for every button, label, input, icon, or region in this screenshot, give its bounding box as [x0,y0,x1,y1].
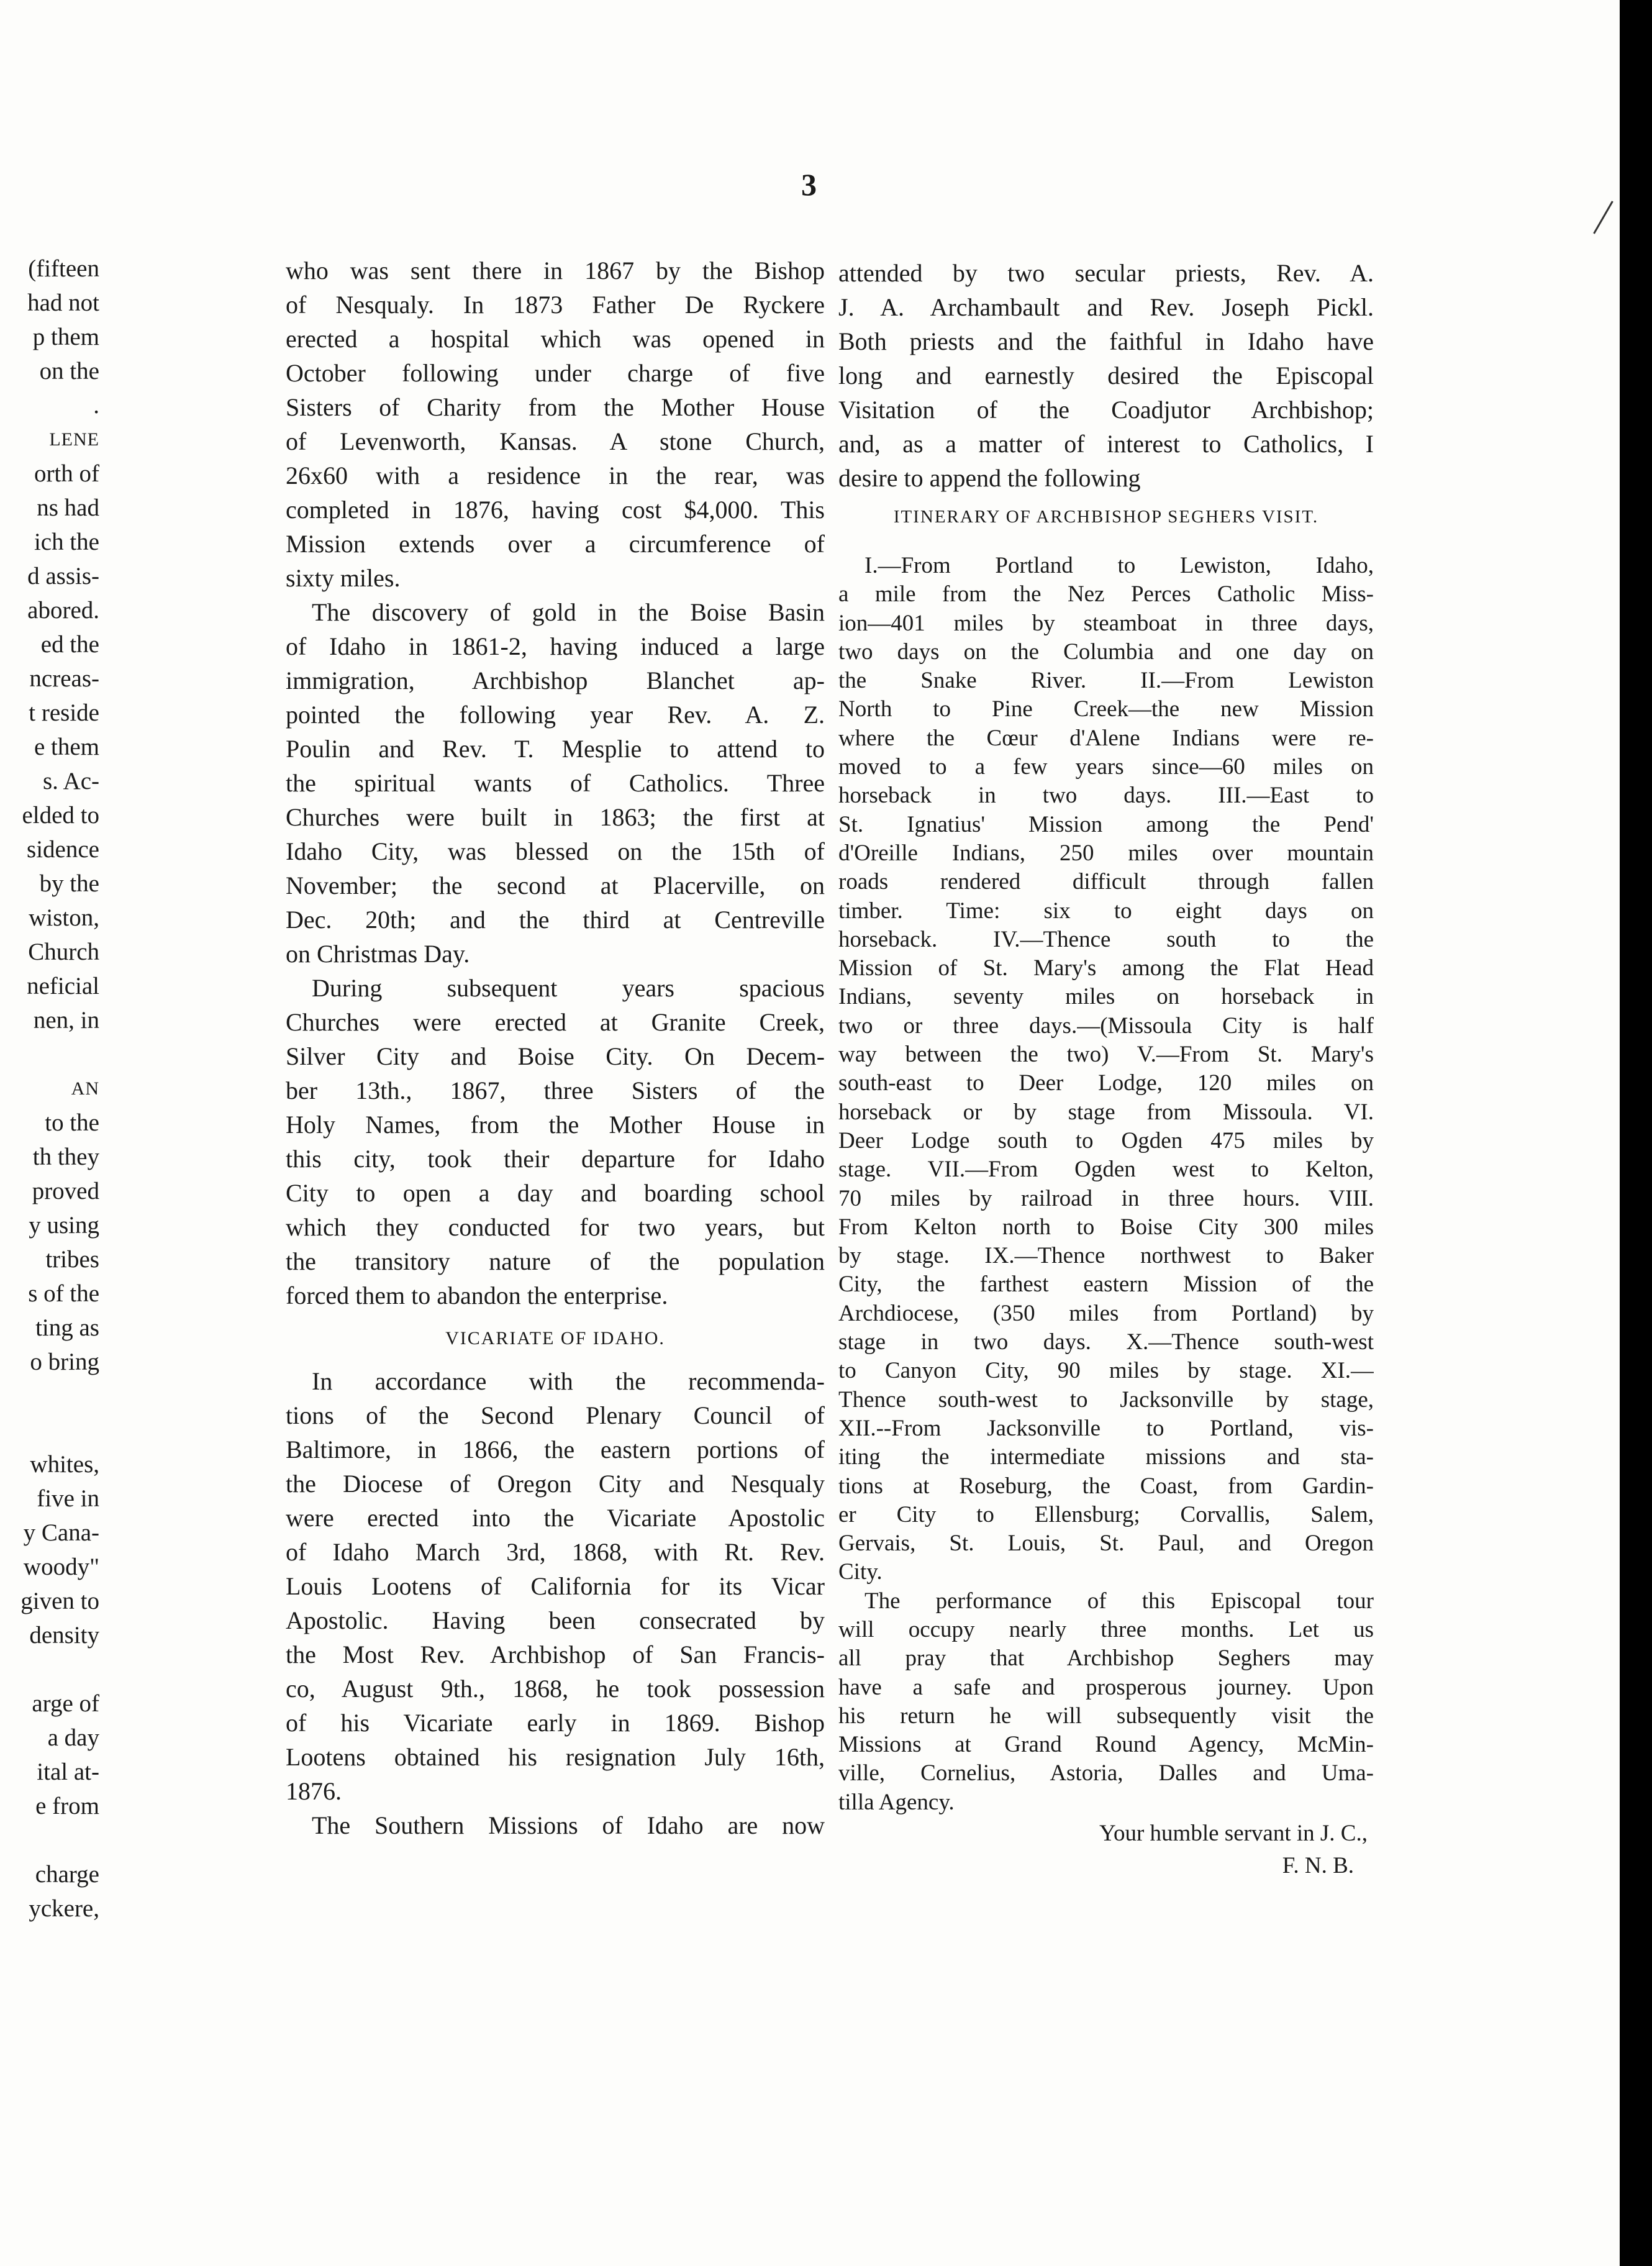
paragraph-line: Visitation of the Coadjutor Archbishop; [838,396,1374,424]
fragment-line [0,1652,99,1686]
paragraph-line: immigration, Archbishop Blanchet ap- [286,667,825,694]
fragment-line: had not [27,289,99,316]
paragraph-line: which they conducted for two years, but [286,1213,825,1241]
paragraph-line: Idaho City, was blessed on the 15th of [286,837,825,865]
paragraph-line: the transitory nature of the population [286,1247,825,1275]
paragraph-line: and, as a matter of interest to Catholics, I [838,430,1374,458]
itinerary-line: roads rendered difficult through fallen [838,869,1374,895]
itinerary-line: d'Oreille Indians, 250 miles over mountain [838,840,1374,866]
fragment-line: sidence [27,836,99,863]
fragment-line: yckere, [29,1895,99,1922]
itinerary-line: tions at Roseburg, the Coast, from Gardin- [838,1473,1374,1499]
section-heading: VICARIATE OF IDAHO. [445,1328,665,1349]
paragraph-line: co, August 9th., 1868, he took possession [286,1675,825,1703]
paragraph-line: tilla Agency. [838,1789,955,1815]
paragraph-line: 26x60 with a residence in the rear, was [286,462,825,489]
fragment-line: . [93,392,99,419]
itinerary-line: moved to a few years since—60 miles on [838,754,1374,780]
fragment-line: ncreas- [29,665,99,692]
paragraph-line: the Most Rev. Archbishop of San Francis- [286,1640,825,1668]
fragment-line [0,1379,99,1413]
paragraph-line: Dec. 20th; and the third at Centreville [286,906,825,934]
itinerary-line: stage in two days. X.—Thence south-west [838,1329,1374,1355]
fragment-line: by the [39,870,99,897]
paragraph-line: ber 13th., 1867, three Sisters of the [286,1076,825,1104]
signature-initials: F. N. B. [1282,1853,1354,1879]
fragment-line: whites, [30,1451,99,1478]
paragraph-line: November; the second at Placerville, on [286,871,825,899]
paragraph-line: Mission extends over a circumference of [286,530,825,558]
fragment-line: wiston, [29,904,99,931]
fragment-line: ital at- [37,1759,99,1785]
itinerary-line: 70 miles by railroad in three hours. VIII. [838,1185,1374,1211]
paragraph-line: were erected into the Vicariate Apostolic [286,1504,825,1532]
fragment-line: abored. [27,597,99,624]
paragraph-line: Poulin and Rev. T. Mesplie to attend to [286,735,825,763]
itinerary-line: timber. Time: six to eight days on [838,898,1374,924]
paragraph-line: In accordance with the recommenda- [312,1367,825,1395]
paragraph-line: all pray that Archbishop Seghers may [838,1645,1374,1672]
fragment-line [0,1413,99,1447]
paragraph-line: of Levenworth, Kansas. A stone Church, [286,427,825,455]
fragment-line: a day [47,1724,99,1751]
fragment-line: to the [45,1109,99,1136]
paragraph-line: ville, Cornelius, Astoria, Dalles and Uma- [838,1760,1374,1786]
paragraph-line: will occupy nearly three months. Let us [838,1616,1374,1642]
scan-mark [1593,201,1613,234]
fragment-line: t reside [29,699,99,726]
paragraph-line: have a safe and prosperous journey. Upon [838,1674,1374,1700]
itinerary-line: two or three days.—(Missoula City is half [838,1012,1374,1039]
itinerary-line: Mission of St. Mary's among the Flat Head [838,955,1374,981]
itinerary-line: a mile from the Nez Perces Catholic Miss- [838,581,1374,607]
fragment-line: orth of [34,460,99,487]
paragraph-line: sixty miles. [286,564,401,592]
middle-column [286,253,825,1842]
fragment-line: p them [32,324,99,350]
fragment-line: th they [32,1144,99,1170]
fragment-line [0,1823,99,1857]
paragraph-line: The performance of this Episcopal tour [865,1588,1374,1614]
paragraph-line: this city, took their departure for Idaho [286,1145,825,1173]
itinerary-line: iting the intermediate missions and sta- [838,1444,1374,1470]
paragraph-line: Sisters of Charity from the Mother House [286,393,825,421]
itinerary-line: horseback. IV.—Thence south to the [838,926,1374,952]
itinerary-line: two days on the Columbia and one day on [838,639,1374,665]
paragraph-line: pointed the following year Rev. A. Z. [286,701,825,729]
paragraph-line: City to open a day and boarding school [286,1179,825,1207]
paragraph-line: of his Vicariate early in 1869. Bishop [286,1709,825,1737]
paragraph-line: Both priests and the faithful in Idaho have [838,327,1374,355]
fragment-line: y Cana- [23,1519,99,1546]
fragment-line: y using [29,1212,99,1239]
fragment-line: on the [39,358,99,384]
itinerary-line: Gervais, St. Louis, St. Paul, and Oregon [838,1531,1374,1557]
itinerary-line: Indians, seventy miles on horseback in [838,984,1374,1010]
itinerary-line: er City to Ellensburg; Corvallis, Salem, [838,1501,1374,1527]
fragment-line: (fifteen [28,255,99,282]
paragraph-line: erected a hospital which was opened in [286,325,825,353]
fragment-line: e them [34,734,99,760]
paragraph-line: Apostolic. Having been consecrated by [286,1606,825,1634]
paragraph-line: Holy Names, from the Mother House in [286,1111,825,1139]
paragraph-line: of Idaho March 3rd, 1868, with Rt. Rev. [286,1538,825,1566]
fragment-line: ting as [35,1314,99,1341]
fragment-line: e from [35,1793,99,1819]
paragraph-line: Lootens obtained his resignation July 16th, [286,1743,825,1771]
fragment-line: ich the [34,529,99,555]
paragraph-line: attended by two secular priests, Rev. A. [838,259,1374,287]
paragraph-line: 1876. [286,1777,342,1805]
itinerary-line: Archdiocese, (350 miles from Portland) by [838,1300,1374,1326]
fragment-line: s of the [28,1280,99,1307]
fragment-line: five in [37,1485,99,1512]
itinerary-line: horseback in two days. III.—East to [838,783,1374,809]
fragment-line: o bring [30,1349,99,1375]
paragraph-line: Missions at Grand Round Agency, McMin- [838,1732,1374,1758]
paragraph-line: The Southern Missions of Idaho are now [312,1811,825,1839]
fragment-line: tribes [45,1246,99,1273]
paragraph-line: October following under charge of five [286,359,825,387]
itinerary-line: where the Cœur d'Alene Indians were re- [838,725,1374,751]
paragraph-line: tions of the Second Plenary Council of [286,1401,825,1429]
fragment-line: s. Ac- [43,768,99,794]
itinerary-line: I.—From Portland to Lewiston, Idaho, [865,553,1374,578]
itinerary-line: XII.--From Jacksonville to Portland, vis- [838,1415,1374,1441]
itinerary-line: south-east to Deer Lodge, 120 miles on [838,1070,1374,1096]
paragraph-line: who was sent there in 1867 by the Bishop [286,257,825,284]
paragraph-line: Silver City and Boise City. On Decem- [286,1042,825,1070]
fragment-line: nen, in [33,1007,99,1034]
paragraph-line: his return he will subsequently visit the [838,1703,1374,1729]
fragment-line: Church [28,939,99,965]
paragraph-line: Churches were built in 1863; the first at [286,803,825,831]
paragraph-line: desire to append the following [838,464,1141,492]
fragment-line: d assis- [27,563,99,589]
itinerary-line: stage. VII.—From Ogden west to Kelton, [838,1157,1374,1183]
itinerary-line: City. [838,1559,883,1585]
fragment-line: LENE [49,429,99,450]
itinerary-line: St. Ignatius' Mission among the Pend' [838,811,1374,837]
paragraph-line: of Idaho in 1861-2, having induced a large [286,632,825,660]
fragment-line: charge [35,1861,99,1888]
itinerary-line: Deer Lodge south to Ogden 475 miles by [838,1127,1374,1153]
paragraph-line: of Nesqualy. In 1873 Father De Ryckere [286,291,825,319]
itinerary-line: way between the two) V.—From St. Mary's [838,1042,1374,1068]
paragraph-line: J. A. Archambault and Rev. Joseph Pickl. [838,293,1374,321]
paragraph-line: on Christmas Day. [286,940,470,968]
paragraph-line: Churches were erected at Granite Creek, [286,1008,825,1036]
paragraph-line: The discovery of gold in the Boise Basin [312,598,825,626]
scan-border [1620,0,1652,2266]
fragment-line: density [29,1622,99,1649]
fragment-line: ed the [40,631,99,658]
fragment-line: ns had [37,494,99,521]
right-column-intro [838,256,1374,534]
paragraph-line: long and earnestly desired the Episcopal [838,362,1374,389]
fragment-line: woody" [23,1554,99,1580]
itinerary-line: the Snake River. II.—From Lewiston [838,668,1374,694]
right-column-itinerary [838,552,1374,1881]
itinerary-line: North to Pine Creek—the new Mission [838,696,1374,722]
section-heading: ITINERARY OF ARCHBISHOP SEGHERS VISIT. [893,507,1319,527]
itinerary-line: City, the farthest eastern Mission of the [838,1272,1374,1298]
itinerary-line: From Kelton north to Boise City 300 miles [838,1214,1374,1240]
fragment-line: neficial [27,973,99,999]
paragraph-line: During subsequent years spacious [312,974,825,1002]
itinerary-line: to Canyon City, 90 miles by stage. XI.— [838,1358,1374,1384]
paragraph-line: completed in 1876, having cost $4,000. This [286,496,825,524]
paragraph-line: Louis Lootens of California for its Vicar [286,1572,825,1600]
paragraph-line: Baltimore, in 1866, the eastern portions of [286,1436,825,1463]
left-fragment-column [0,252,99,1926]
fragment-line [0,1037,99,1072]
itinerary-line: ion—401 miles by steamboat in three days, [838,610,1374,636]
fragment-line: elded to [22,802,99,829]
itinerary-line: horseback or by stage from Missoula. VI. [838,1099,1374,1125]
paragraph-line: forced them to abandon the enterprise. [286,1281,668,1309]
paragraph-line: the Diocese of Oregon City and Nesqualy [286,1470,825,1498]
paragraph-line: the spiritual wants of Catholics. Three [286,769,825,797]
itinerary-line: Thence south-west to Jacksonville by stage, [838,1386,1374,1413]
fragment-line: AN [71,1078,99,1099]
itinerary-line: by stage. IX.—Thence northwest to Baker [838,1243,1374,1269]
fragment-line: given to [20,1588,99,1614]
closing-line: Your humble servant in J. C., [1099,1821,1368,1847]
fragment-line: arge of [32,1690,99,1717]
page-number: 3 [801,167,817,202]
fragment-line: proved [32,1178,99,1204]
